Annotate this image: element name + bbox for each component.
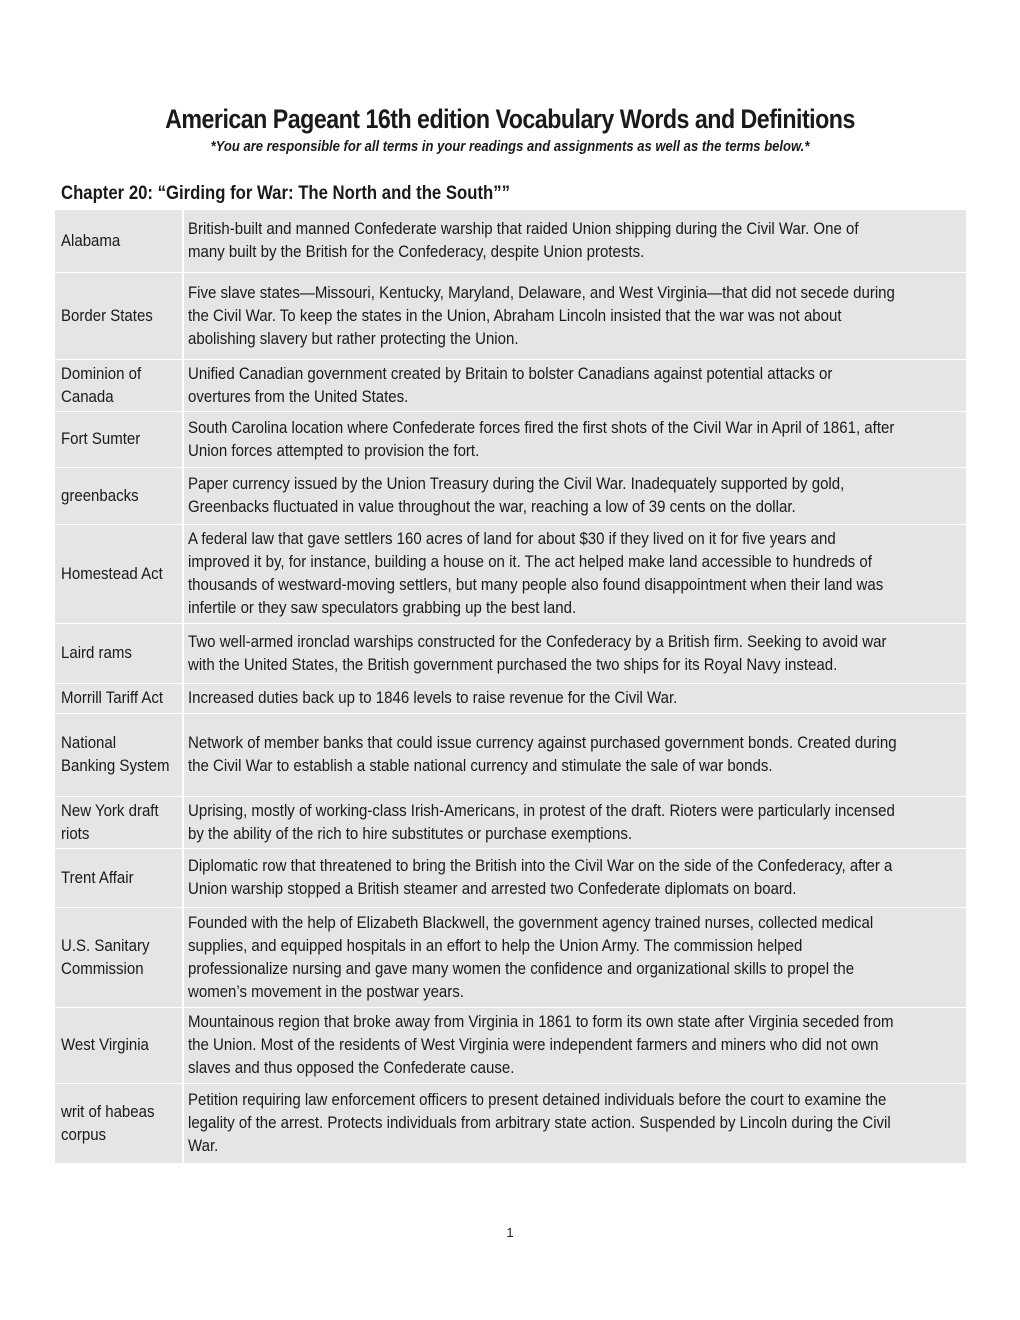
definition-cell: Network of member banks that could issue currency against purchased government bonds. Created during the Civil War to establish a stable national currency and stimulate the sale of war bonds.: [188, 734, 897, 775]
table-row: [55, 1084, 966, 1163]
table-row: [55, 1008, 966, 1084]
term-cell: writ of habeas corpus: [61, 1102, 155, 1144]
page-number: 1: [506, 1225, 514, 1240]
term-cell: Morrill Tariff Act: [61, 689, 164, 707]
definition-cell: Two well-armed ironclad warships constructed for the Confederacy by a British firm. Seeking to avoid war with the United States, the British government purchased the two ships for its Royal Navy instead.: [188, 632, 887, 674]
definition-cell: Founded with the help of Elizabeth Blackwell, the government agency trained nurses, collected medical supplies, and equipped hospitals in an effort to help the Union Army. The commission helped professionalize nursing and gave many women the confidence and organizational skills to propel the women’s movement in the postwar years.: [188, 913, 874, 1001]
definition-cell: Five slave states—Missouri, Kentucky, Maryland, Delaware, and West Virginia—that did not secede during the Civil War. To keep the states in the Union, Abraham Lincoln insisted that the war was not about abolishing slavery but rather protecting the Union.: [188, 283, 895, 348]
page-title: American Pageant 16th edition Vocabulary Words and Definitions: [165, 104, 855, 134]
table-row: [55, 273, 966, 360]
term-cell: Homestead Act: [61, 564, 163, 583]
definition-cell: Uprising, mostly of working-class Irish-Americans, in protest of the draft. Rioters were particularly incensed by the ability of the rich to hire substitutes or purchase exemptions.: [188, 801, 895, 843]
table-row: [55, 412, 966, 468]
term-cell: New York draft riots: [61, 801, 159, 843]
page-subtitle: *You are responsible for all terms in your readings and assignments as well as the terms below.*: [210, 139, 810, 155]
chapter-heading: Chapter 20: “Girding for War: The North and the South””: [61, 183, 510, 204]
definition-cell: Increased duties back up to 1846 levels to raise revenue for the Civil War.: [188, 689, 678, 707]
definition-cell: Diplomatic row that threatened to bring the British into the Civil War on the side of the Confederacy, after a Union warship stopped a British steamer and arrested two Confederate diplomats on board.: [188, 857, 893, 898]
table-row: [55, 849, 966, 908]
term-cell: National Banking System: [61, 734, 170, 775]
definition-cell: Paper currency issued by the Union Treasury during the Civil War. Inadequately supported by gold, Greenbacks fluctuated in value throughout the war, reaching a low of 39 cents on the dollar.: [188, 475, 845, 516]
definition-cell: A federal law that gave settlers 160 acres of land for about $30 if they lived on it for five years and improved it by, for instance, building a house on it. The act helped make land accessible to hundreds of thousands of westward-moving settlers, but many people also found disappointment when their land was infertile or they saw speculators grabbing up the best land.: [188, 530, 884, 617]
table-row: [55, 210, 966, 273]
definition-cell: Mountainous region that broke away from Virginia in 1861 to form its own state after Virginia seceded from the Union. Most of the residents of West Virginia were independent farmers and miners who did not own slaves and thus opposed the Confederate cause.: [188, 1013, 894, 1077]
table-row: [55, 797, 966, 849]
definition-cell: Unified Canadian government created by Britain to bolster Canadians against potential attacks or overtures from the United States.: [188, 364, 833, 406]
table-row: [55, 360, 966, 412]
table-row: [55, 468, 966, 525]
table-row: [55, 624, 966, 684]
table-row: [55, 525, 966, 624]
vocab-table: [55, 210, 966, 1163]
term-cell: Fort Sumter: [61, 430, 141, 448]
term-cell: Trent Affair: [61, 868, 134, 887]
definition-cell: Petition requiring law enforcement officers to present detained individuals before the court to examine the legality of the arrest. Protects individuals from arbitrary state action. Suspended by Lincoln during the Civil War.: [188, 1091, 891, 1155]
term-cell: U.S. Sanitary Commission: [61, 936, 150, 978]
table-row: [55, 908, 966, 1008]
term-cell: West Virginia: [61, 1036, 149, 1054]
term-cell: Dominion of Canada: [61, 364, 142, 406]
table-row: [55, 714, 966, 797]
term-cell: Alabama: [61, 231, 121, 250]
table-row: [55, 684, 966, 714]
term-cell: Border States: [61, 306, 153, 325]
term-cell: greenbacks: [61, 486, 139, 505]
definition-cell: South Carolina location where Confederate forces fired the first shots of the Civil War in April of 1861, after Union forces attempted to provision the fort.: [188, 418, 895, 460]
term-cell: Laird rams: [61, 644, 132, 662]
definition-cell: British-built and manned Confederate warship that raided Union shipping during the Civil War. One of many built by the British for the Confederacy, despite Union protests.: [188, 220, 859, 261]
